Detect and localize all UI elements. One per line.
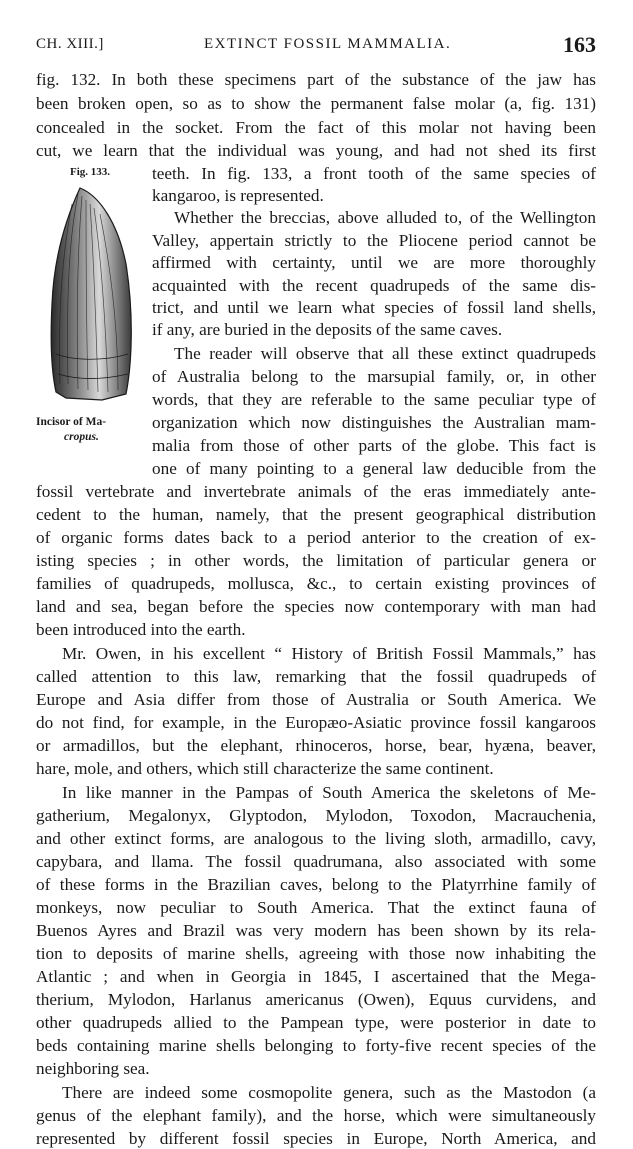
page-number: 163 [563,32,596,57]
text-line: The reader will observe that all these extinct quadrupeds [174,344,596,363]
text-line: monkeys, now peculiar to South America. That the extinct fauna of [36,898,596,917]
text-line: do not find, for example, in the Europæo-Asiatic province fossil kangaroos [36,713,596,732]
text-line: or armadillos, but the elephant, rhinoceros, horse, bear, hyæna, beaver, [36,736,596,755]
text-line: tion to deposits of marine shells, agreeing with those now inhabiting the [36,944,596,963]
figure-caption-line-1: Incisor of Ma- [36,416,107,428]
text-line: Europe and Asia differ from those of Australia or South America. We [36,690,596,709]
text-line: families of quadrupeds, mollusca, &c., to certain existing provinces of [36,574,596,593]
text-line: teeth. In fig. 133, a front tooth of the same species of [152,164,596,183]
text-line: cut, we learn that the individual was young, and had not shed its first [36,141,596,160]
running-title: EXTINCT FOSSIL MAMMALIA. [204,36,452,52]
text-line: kangaroo, is represented. [152,186,324,205]
text-line: fossil vertebrate and invertebrate animals of the eras immediately ante- [36,482,596,501]
text-line: one of many pointing to a general law deducible from the [152,459,596,478]
text-line: been broken open, so as to show the permanent false molar (a, fig. 131) [36,94,596,113]
text-line: genus of the elephant family), and the horse, which were simultaneously [36,1106,596,1125]
figure-caption-line-2: cropus. [64,431,99,443]
text-line: In like manner in the Pampas of South America the skeletons of Me- [62,783,596,802]
text-line: neighboring sea. [36,1059,150,1078]
text-line: affirmed with certainty, until we are more thoroughly [152,253,596,272]
text-line: malia from those of other parts of the globe. This fact is [152,436,596,455]
text-line: capybara, and llama. The fossil quadrumana, also associated with some [36,852,596,871]
text-line: concealed in the socket. From the fact of this molar not having been [36,118,596,137]
text-line: isting species ; in other words, the limitation of particular genera or [36,551,596,570]
text-line: Whether the breccias, above alluded to, of the Wellington [174,208,596,227]
kangaroo-incisor-illustration [42,184,142,406]
text-line: beds containing marine shells belonging to forty-five recent species of the [36,1036,596,1055]
text-line: land and sea, began before the species now contemporary with man had [36,597,596,616]
figure-label: Fig. 133. [70,166,111,178]
text-line: therium, Mylodon, Harlanus americanus (Owen), Equus curvidens, and [36,990,596,1009]
text-line: organization which now distinguishes the Australian mam- [152,413,596,432]
text-line: called attention to this law, remarking that the fossil quadrupeds of [36,667,596,686]
text-line: cedent to the human, namely, that the present geographical distribution [36,505,596,524]
text-line: if any, are buried in the deposits of the same caves. [152,320,503,339]
text-line: Valley, appertain strictly to the Pliocene period cannot be [152,231,596,250]
text-line: been introduced into the earth. [36,620,246,639]
text-line: Mr. Owen, in his excellent “ History of British Fossil Mammals,” has [62,644,596,663]
text-line: of organic forms dates back to a period anterior to the creation of ex- [36,528,596,547]
text-line: represented by different fossil species in Europe, North America, and [36,1129,596,1148]
text-line: Buenos Ayres and Brazil was very modern has been shown by its rela- [36,921,596,940]
text-line: hare, mole, and others, which still characterize the same continent. [36,759,494,778]
text-line: of these forms in the Brazilian caves, belong to the Platyrrhine family of [36,875,596,894]
text-line: There are indeed some cosmopolite genera, such as the Mastodon (a [62,1083,596,1102]
text-line: trict, and until we learn what species of fossil land shells, [152,298,596,317]
text-line: Atlantic ; and when in Georgia in 1845, I ascertained that the Mega- [36,967,596,986]
text-line: of Australia belong to the marsupial family, or, in other [152,367,596,386]
text-line: words, that they are referable to the same peculiar type of [152,390,596,409]
chapter-reference: CH. XIII.] [36,36,104,52]
text-line: other quadrupeds allied to the Pampean type, were posterior in date to [36,1013,596,1032]
text-line: acquainted with the recent quadrupeds of the same dis- [152,276,596,295]
text-line: fig. 132. In both these specimens part of the substance of the jaw has [36,70,596,89]
text-line: and other extinct forms, are analogous to the living sloth, armadillo, cavy, [36,829,596,848]
running-header [36,32,596,58]
text-line: gatherium, Megalonyx, Glyptodon, Mylodon, Toxodon, Macrauchenia, [36,806,596,825]
